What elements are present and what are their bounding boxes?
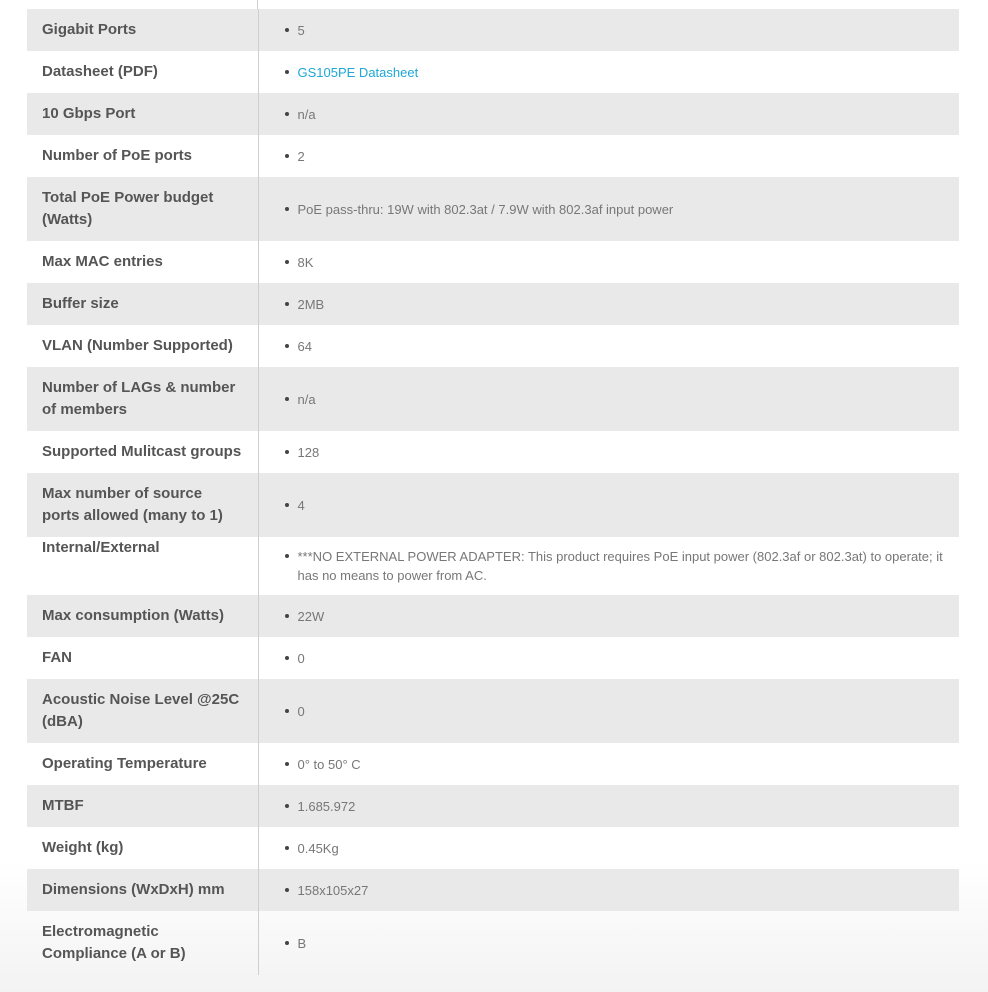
spec-value: 5 — [297, 22, 305, 38]
spec-value-item — [285, 390, 946, 409]
spec-row — [27, 827, 959, 869]
bullet-icon — [285, 28, 289, 32]
spec-value-cell — [258, 241, 959, 283]
spec-row — [27, 679, 959, 743]
bullet-icon — [285, 260, 289, 264]
spec-value-cell — [258, 51, 959, 93]
bullet-icon — [285, 207, 289, 211]
spec-value-item — [285, 496, 946, 515]
datasheet-link[interactable]: GS105PE Datasheet — [297, 64, 419, 80]
spec-label: Max number of source ports allowed (many to 1) — [27, 473, 258, 537]
spec-value-cell — [258, 637, 959, 679]
spec-label: Buffer size — [27, 283, 258, 325]
spec-value-item — [285, 253, 946, 272]
bullet-icon — [285, 888, 289, 892]
spec-row — [27, 93, 959, 135]
spec-label: Datasheet (PDF) — [27, 51, 258, 93]
spec-value-cell — [258, 869, 959, 911]
spec-row — [27, 473, 959, 537]
spec-row — [27, 325, 959, 367]
spec-label: Acoustic Noise Level @25C (dBA) — [27, 679, 258, 743]
spec-row — [27, 911, 959, 975]
spec-label: VLAN (Number Supported) — [27, 325, 258, 367]
spec-value-cell — [258, 283, 959, 325]
bullet-icon — [285, 397, 289, 401]
spec-label: Gigabit Ports — [27, 9, 258, 51]
spec-value: 4 — [297, 497, 305, 513]
spec-value-item — [285, 200, 946, 219]
spec-value-cell — [258, 827, 959, 869]
spec-label: Dimensions (WxDxH) mm — [27, 869, 258, 911]
spec-row — [27, 177, 959, 241]
spec-value-item — [285, 755, 946, 774]
spec-value-cell — [258, 9, 959, 51]
spec-value-cell — [258, 325, 959, 367]
spec-value: 0 — [297, 650, 305, 666]
spec-row — [27, 537, 959, 595]
spec-label: Number of PoE ports — [27, 135, 258, 177]
spec-value-item — [285, 337, 946, 356]
spec-label: Electromagnetic Compliance (A or B) — [27, 911, 258, 975]
spec-value: ***NO EXTERNAL POWER ADAPTER: This product requires PoE input power (802.3af or 802.3at) to operate; it has no means to power from AC. — [297, 549, 943, 583]
spec-row — [27, 595, 959, 637]
bullet-icon — [285, 503, 289, 507]
spec-label: Supported Mulitcast groups — [27, 431, 258, 473]
spec-value-item — [285, 607, 946, 626]
spec-row — [27, 283, 959, 325]
spec-value: PoE pass-thru: 19W with 802.3at / 7.9W with 802.3af input power — [297, 201, 674, 217]
spec-value: n/a — [297, 106, 316, 122]
spec-label: 10 Gbps Port — [27, 93, 258, 135]
bullet-icon — [285, 614, 289, 618]
spec-label: Internal/External — [27, 537, 258, 595]
bullet-icon — [285, 656, 289, 660]
spec-label: Number of LAGs & number of members — [27, 367, 258, 431]
spec-label: Max MAC entries — [27, 241, 258, 283]
spec-row — [27, 743, 959, 785]
spec-value-cell — [258, 431, 959, 473]
spec-row — [27, 9, 959, 51]
spec-value: 158x105x27 — [297, 882, 369, 898]
spec-value: B — [297, 935, 307, 951]
spec-value-item — [285, 105, 946, 124]
spec-value-item — [285, 63, 946, 82]
spec-value-item — [285, 702, 946, 721]
spec-row — [27, 869, 959, 911]
bullet-icon — [285, 302, 289, 306]
spec-row — [27, 51, 959, 93]
bullet-icon — [285, 709, 289, 713]
spec-value: 0.45Kg — [297, 840, 339, 856]
spec-row — [27, 241, 959, 283]
spec-value-cell — [258, 537, 959, 595]
spec-value: 0° to 50° C — [297, 756, 361, 772]
spec-value-item — [285, 934, 946, 953]
spec-label: Weight (kg) — [27, 827, 258, 869]
spec-label: Max consumption (Watts) — [27, 595, 258, 637]
spec-value: 2 — [297, 148, 305, 164]
bullet-icon — [285, 762, 289, 766]
spec-row — [27, 367, 959, 431]
spec-row — [27, 785, 959, 827]
bullet-icon — [285, 112, 289, 116]
spec-value-item — [285, 881, 946, 900]
bullet-icon — [285, 70, 289, 74]
spec-value-cell — [258, 679, 959, 743]
spec-value-cell — [258, 785, 959, 827]
specifications-table — [27, 9, 959, 975]
spec-value-item — [285, 443, 946, 462]
spec-value: 8K — [297, 254, 314, 270]
spec-label: MTBF — [27, 785, 258, 827]
spec-value-cell — [258, 135, 959, 177]
spec-value-cell — [258, 93, 959, 135]
spec-label: FAN — [27, 637, 258, 679]
spec-value-item — [285, 797, 946, 816]
bullet-icon — [285, 941, 289, 945]
spec-row — [27, 431, 959, 473]
spec-value: 1.685.972 — [297, 798, 356, 814]
spec-row — [27, 135, 959, 177]
column-divider-top — [257, 0, 258, 9]
spec-value-item — [285, 649, 946, 668]
spec-value: 128 — [297, 444, 320, 460]
spec-value-cell — [258, 595, 959, 637]
spec-value-item — [285, 21, 946, 40]
bullet-icon — [285, 846, 289, 850]
spec-value-cell — [258, 911, 959, 975]
bullet-icon — [285, 344, 289, 348]
bullet-icon — [285, 450, 289, 454]
spec-value: 2MB — [297, 296, 325, 312]
spec-value-cell — [258, 367, 959, 431]
spec-value: n/a — [297, 391, 316, 407]
bullet-icon — [285, 804, 289, 808]
bullet-icon — [285, 154, 289, 158]
spec-value-item — [285, 295, 946, 314]
spec-value-item — [285, 839, 946, 858]
spec-value-cell — [258, 177, 959, 241]
spec-value-cell — [258, 743, 959, 785]
spec-value: 0 — [297, 703, 305, 719]
spec-value-cell — [258, 473, 959, 537]
spec-value: 64 — [297, 338, 312, 354]
spec-label: Total PoE Power budget (Watts) — [27, 177, 258, 241]
spec-label: Operating Temperature — [27, 743, 258, 785]
bullet-icon — [285, 554, 289, 558]
spec-value: 22W — [297, 608, 325, 624]
spec-value-item — [285, 547, 946, 585]
spec-value-item — [285, 147, 946, 166]
spec-row — [27, 637, 959, 679]
